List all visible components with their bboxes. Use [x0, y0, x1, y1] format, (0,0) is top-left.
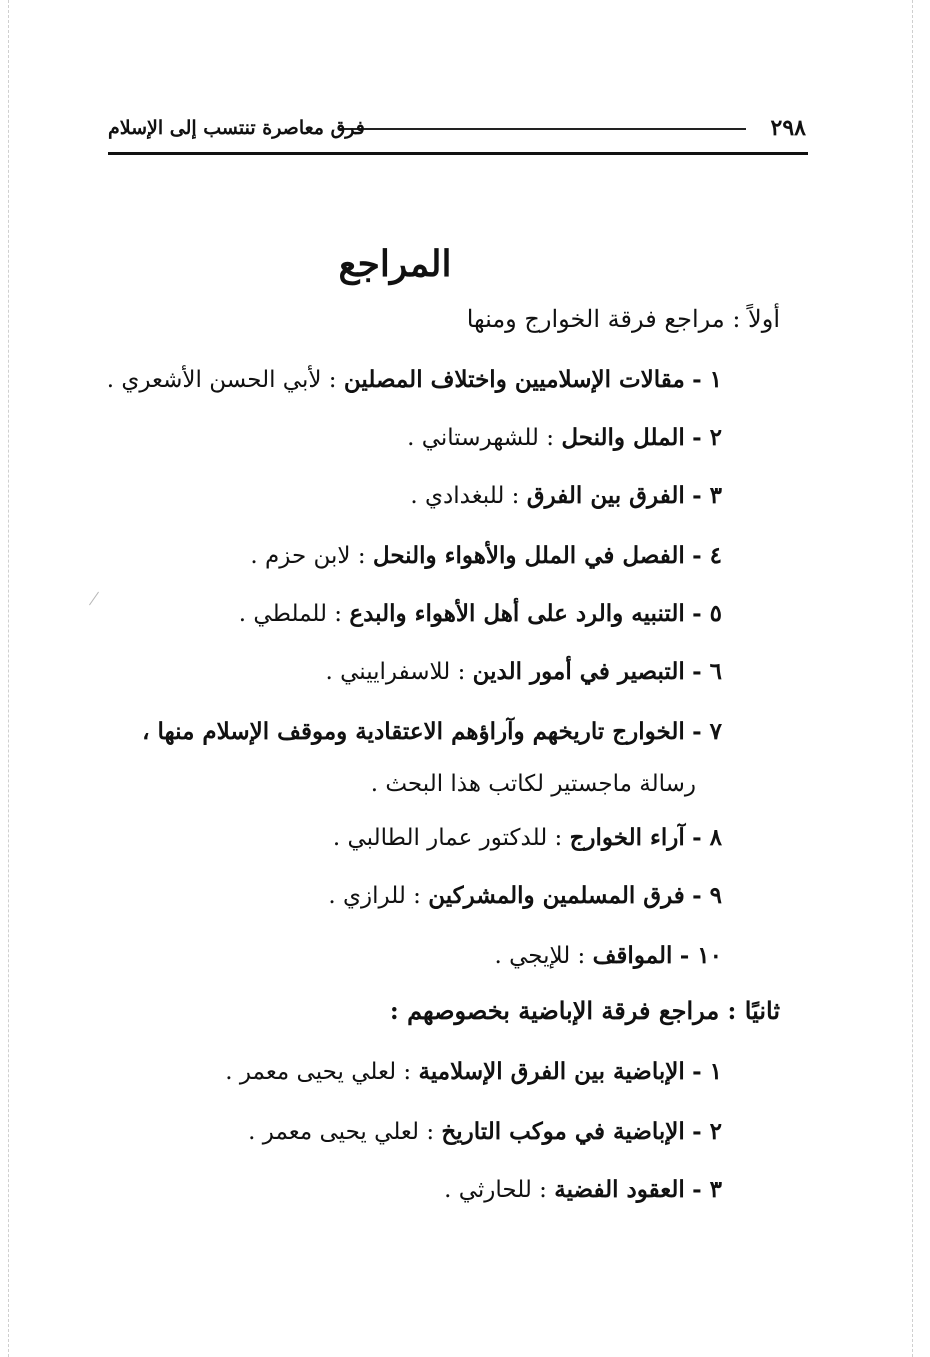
item-author: : للاسفراييني .	[325, 659, 466, 685]
item-author: : للرازي .	[328, 883, 421, 909]
item-number: ٥ -	[692, 600, 722, 627]
list-item	[407, 422, 722, 454]
item-title: الملل والنحل	[561, 424, 685, 451]
item-number: ٢ -	[692, 424, 722, 451]
item-number: ٦ -	[692, 658, 722, 685]
section-heading-khawarij: أولاً : مراجع فرقة الخوارج ومنها	[466, 305, 780, 333]
item-number: ٢ -	[692, 1118, 722, 1145]
list-item	[494, 940, 722, 972]
item-number: ١ -	[692, 1058, 722, 1085]
item-title: مقالات الإسلاميين واختلاف المصلين	[343, 366, 685, 393]
item-title: الإباضية بين الفرق الإسلامية	[418, 1058, 685, 1085]
list-item	[410, 480, 722, 512]
scan-edge-left	[8, 0, 9, 1357]
list-item	[328, 880, 722, 912]
item-author: رسالة ماجستير لكاتب هذا البحث .	[370, 771, 696, 797]
running-header	[108, 114, 808, 150]
scan-edge-right	[912, 0, 913, 1357]
scan-mark	[89, 592, 99, 606]
item-number: ١٠ -	[679, 942, 722, 969]
list-item	[250, 540, 722, 572]
item-number: ٨ -	[692, 824, 722, 851]
item-author: : للشهرستاني .	[407, 425, 554, 451]
item-author: : للإيجي .	[494, 943, 586, 969]
list-item	[333, 822, 722, 854]
list-item	[444, 1174, 722, 1206]
item-title: الفصل في الملل والأهواء والنحل	[372, 542, 685, 569]
item-number: ٣ -	[692, 482, 722, 509]
item-author: : لعلي يحيى معمر .	[225, 1059, 412, 1085]
header-dash	[340, 128, 746, 130]
item-title: المواقف	[592, 942, 673, 969]
item-author: : لعلي يحيى معمر .	[248, 1119, 435, 1145]
item-title: العقود الفضية	[554, 1176, 685, 1203]
item-number: ٧ -	[692, 718, 722, 745]
item-number: ١ -	[692, 366, 722, 393]
item-author: : للدكتور عمار الطالبي .	[332, 825, 563, 851]
item-author: : للحارثي .	[444, 1177, 547, 1203]
item-title: الفرق بين الفرق	[526, 482, 685, 509]
page-title: المراجع	[338, 243, 452, 285]
item-title: التبصير في أمور الدين	[472, 658, 685, 685]
section-heading-ibadiyya: ثانيًا : مراجع فرقة الإباضية بخصوصهم :	[389, 996, 780, 1025]
item-number: ٤ -	[692, 542, 722, 569]
list-item	[239, 598, 722, 630]
item-title: آراء الخوارج	[569, 824, 685, 851]
list-item	[225, 1056, 722, 1088]
list-item	[122, 706, 722, 810]
item-title: فرق المسلمين والمشركين	[428, 882, 685, 909]
item-author: : لابن حزم .	[250, 543, 366, 569]
item-number: ٣ -	[692, 1176, 722, 1203]
item-author: : لأبي الحسن الأشعري .	[106, 367, 337, 393]
list-item	[248, 1116, 722, 1148]
running-book-title: فرق معاصرة تنتسب إلى الإسلام	[108, 117, 365, 139]
item-author: : للبغدادي .	[410, 483, 520, 509]
item-title: الخوارج تاريخهم وآراؤهم الاعتقادية وموقف الإسلام منها ،	[142, 718, 685, 745]
list-item	[107, 364, 722, 396]
item-author: : للملطي .	[238, 601, 343, 627]
header-rule	[108, 152, 808, 155]
item-title: التنبيه والرد على أهل الأهواء والبدع	[349, 600, 685, 627]
page-number: ٢٩٨	[770, 115, 806, 141]
list-item	[325, 656, 722, 688]
item-title: الإباضية في موكب التاريخ	[441, 1118, 685, 1145]
item-number: ٩ -	[692, 882, 722, 909]
